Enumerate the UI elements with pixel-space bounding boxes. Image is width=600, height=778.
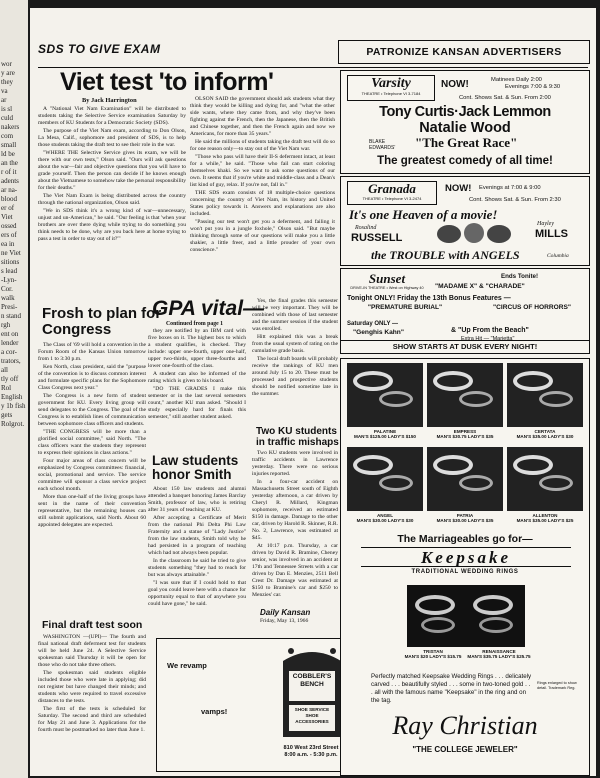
paragraph: Hitt explained this was a break from the usual system of rating on the cumulative grade basis. — [252, 334, 338, 354]
section-header-left: SDS TO GIVE EXAM — [38, 42, 161, 56]
strip-fragment: Rolgrot. — [1, 420, 25, 428]
strip-fragment: a cor- — [1, 348, 17, 356]
mishaps-headline: Two KU students in traffic mishaps — [256, 426, 339, 448]
granada-now: NOW! — [445, 183, 472, 194]
cobbler-address: 810 West 23rd Street 8:00 a.m. - 5:30 p.m. — [283, 745, 339, 758]
strip-fragment: ne Viet — [1, 249, 21, 257]
sunset-saturday: Saturday ONLY — — [347, 321, 399, 327]
gpa-column-2 — [252, 298, 338, 422]
strip-fragment: English — [1, 393, 23, 401]
ring-caption: ALLENTON MAN'S $35.00 LADY'S $25 — [516, 513, 574, 524]
keepsake-note: Rings enlarged to show detail. Trademark Reg. — [537, 681, 577, 690]
paragraph: The Viet Nam Exam is being distributed across the country through the national organization, Olson said. — [38, 193, 186, 206]
gpa-column-1 — [148, 328, 246, 450]
strip-fragment: small — [1, 141, 17, 149]
granada-theatre-ad — [340, 176, 590, 266]
paragraph: A student can also be informed of the rating which is given to his board. — [148, 371, 246, 384]
paragraph: THE SDS exam consists of 18 multiple-choice questions concerning the country of Viet Nam, its history and United States policy towards it. Answers and explanations are also included. — [190, 190, 335, 217]
varsity-theatre-ad — [340, 70, 590, 174]
granada-continuous: Cont. Shows Sat. & Sun. From 2:30 — [469, 197, 561, 203]
strip-fragment: y are — [1, 69, 15, 77]
paragraph: Yes, the final grades this semester will be very important. They will be combined with those of last semester and the summer session if the student was enrolled. — [252, 298, 338, 332]
final-headline: Final draft test soon — [42, 619, 143, 631]
strip-fragment: Cor. — [1, 285, 13, 293]
strip-fragment: n stand — [1, 312, 22, 320]
frosh-column — [38, 342, 146, 614]
strip-fragment: adents — [1, 177, 19, 185]
paragraph: He said the millions of students taking the draft test will do so for one reason only—to stay out of the Viet Nam war. — [190, 139, 335, 152]
strip-fragment: ar na- — [1, 186, 18, 194]
viet-column-1 — [38, 106, 186, 294]
strip-fragment: s lead — [1, 267, 18, 275]
paragraph: Ken North, class president, said the "purpose of the convention is to discuss common interest and formulate specific plans for the Sophomore Class Congress next year." — [38, 364, 146, 391]
granada-actor-1-first: Rosalind — [355, 225, 377, 231]
cobbler-services: SHOE SERVICE SHOE ACCESSORIES — [294, 707, 330, 724]
paragraph: "Passing our test won't get you a deferment, and failing it won't put you in a jungle foxhole," Olson said. "But maybe thinking through some of our questions will make you a little shakier, a little freer, and a little prouder of your own conscience." — [190, 219, 335, 253]
granada-angels-art — [429, 221, 519, 247]
cobbler-vamps: vamps! — [201, 707, 228, 716]
paragraph: Four major areas of class concern will be emphasized by Congress committees: financial, social, promotional and service. The service committee will sponsor a class service project each school month. — [38, 458, 146, 492]
keepsake-rings-ad — [340, 358, 590, 776]
keepsake-brand: Keepsake — [361, 547, 571, 567]
sunset-drive-in-ad — [340, 268, 590, 354]
granada-actor-2-last: MILLS — [535, 228, 568, 240]
paragraph: The spokesman said students eligible included those who were late in applying; did not register but have changed their minds; and students who were required to travel excessive distances to the tests. — [38, 670, 146, 704]
bottom-rings-photo — [407, 585, 525, 647]
strip-fragment: Rol — [1, 384, 12, 392]
strip-fragment: ossed — [1, 222, 17, 230]
paragraph: they are notified by an IBM card with five boxes on it. The highest box to which a student qualifies, is checked. They include: upper one-fourth, upper one-half, upper two-thirds, upper three-fourths and lower one-fourth of the class. — [148, 328, 246, 369]
strip-fragment: all — [1, 366, 8, 374]
ring-renaissance: RENAISSANCE MAN'S $35.75 LADY'S $25.75 — [467, 649, 531, 660]
ring-caption: PATRIA MAN'S $30.00 LADY'S $35 — [436, 513, 494, 524]
sunset-feature-3: "Genghis Kahn" — [353, 329, 404, 336]
strip-fragment: ar — [1, 96, 7, 104]
store-subtitle: "THE COLLEGE JEWELER" — [412, 745, 518, 754]
strip-fragment: walk — [1, 294, 15, 302]
keepsake-tagline: The Marriageables go for— — [397, 533, 533, 545]
varsity-continuous: Cont. Shows Sat. & Sun. From 2:00 — [459, 95, 551, 101]
paragraph: The Class of '69 will hold a convention in the Forum Room of the Kansas Union tomorrow from 1 to 3:30 p.m. — [38, 342, 146, 362]
gpa-continued: Continued from page 1 — [166, 321, 224, 327]
cobbler-shop-sign — [277, 641, 347, 741]
sunset-logo: Sunset DRIVE-IN THEATRE • West on Highway 40 — [350, 271, 424, 290]
strip-fragment: ea in — [1, 240, 15, 248]
sunset-ends: Ends Tonite! — [501, 273, 539, 280]
ring-photo — [507, 363, 583, 427]
viet-column-2 — [190, 96, 335, 294]
law-column — [148, 486, 246, 636]
paragraph: "WHERE THE Selective Service gives its exam, we will be there with our own tests," Olson said. "Ours will ask questions about the war—fair and objective questions that you will have to grade yourself. Then the person can decide if he knows enough about the Vietnamese to somehow take the personal responsibility for their deaths." — [38, 150, 186, 191]
strip-fragment: y 1b fish — [1, 402, 26, 410]
newspaper-page — [30, 8, 596, 776]
paragraph: In a four-car accident on Massachusetts Street south of Eighth yesterday afternoon, a car driven by Cheryl R. Millard, Kingman sophomore, received an estimated $150 in damage. Damage to the other car, driven by Harold R. Skinner, R.R. No. 2, Lawrence, was estimated at $45. — [252, 479, 338, 541]
frosh-headline: Frosh to plan for Congress — [42, 305, 162, 338]
keepsake-body: Perfectly matched Keepsake Wedding Rings . . . delicately carved . . . beautifully styled . . . some in two-toned gold . . . all with the famous name "Keepsake" in the ring and on the tag. — [371, 673, 532, 704]
strip-fragment: Presi- — [1, 303, 18, 311]
strip-fragment: ent on — [1, 330, 19, 338]
cobbler-name: COBBLER'S BENCH — [292, 673, 332, 688]
sunset-footer: SHOW STARTS AT DUSK EVERY NIGHT! — [341, 340, 589, 353]
paragraph: "DO THE GRADES I make this semester or in the last several semesters count," another KU man asked. "Should I study especially hard for finals this semester," still another student asked. — [148, 386, 246, 420]
paragraph: The purpose of the Viet Nam exam, according to Don Olson, La Mesa, Calif., sophomore and president of SDS, is to help those students taking the draft test to see their role in the war. — [38, 128, 186, 148]
paragraph: At 10:17 p.m. Thursday, a car driven by David R. Bramine, Cheney senior, was involved in an accident at 17th and Tennessee Streets with a car driven by Dan E. Menzies, 2511 Bell Crest Dr. Damage was estimated at $150 to Bramine's car and $250 to Menzies' car. — [252, 543, 338, 598]
granada-actor-2-first: Hayley — [537, 221, 554, 227]
keepsake-brand-sub: TRADITIONAL WEDDING RINGS — [411, 569, 519, 575]
strip-fragment: va — [1, 87, 8, 95]
varsity-stars-1: Tony Curtis·Jack Lemmon — [379, 104, 551, 120]
viet-headline: Viet test 'to inform' — [60, 68, 274, 96]
paragraph: In the classroom he said he tried to give students something "they had to reach for but was always attainable." — [148, 558, 246, 578]
paragraph: OLSON SAID the government should ask students what they think they would be killing and dying for, and "what the other side wants, where they came from, and why they've been fighting against the French, then the Japanese, then the British and Chinese together, and then the French again and now we Americans, for more than 35 years." — [190, 96, 335, 137]
varsity-film: "The Great Race" — [415, 135, 518, 150]
strip-fragment: an the — [1, 159, 18, 167]
ring-photo — [347, 447, 423, 511]
strip-fragment: lender — [1, 339, 19, 347]
sunset-feature-2: "CIRCUS OF HORRORS" — [492, 304, 572, 311]
ring-tristan: TRISTAN MAN'S $20 LADY'S $15.75 — [404, 649, 462, 660]
paragraph: "We in SDS think it's a wrong kind of war—unnecessary, unjust and un-American," he said. "Our feeling is that 'when your brothers are over there dying while trying to do something you think needs to be done, why are you back here at home trying to pass a test in order to stay out of it?'" — [38, 208, 186, 242]
granada-times: Evenings at 7:00 & 9:00 — [479, 185, 541, 191]
strip-fragment: nakers — [1, 123, 20, 131]
granada-title-2: the TROUBLE with ANGELS — [371, 248, 520, 262]
paragraph: A "National Viet Nam Examination" will be distributed to students taking the Selective Service examination Saturday by members of KU Students for a Democratic Society (SDS). — [38, 106, 186, 126]
section-header-right: PATRONIZE KANSAN ADVERTISERS — [338, 40, 590, 64]
ring-caption: PALATINE MAN'S $125.00 LADY'S $150 — [354, 429, 416, 440]
folio-paper: Daily Kansan — [260, 608, 311, 617]
sunset-current: "MADAME X" & "CHARADE" — [435, 283, 525, 290]
strip-fragment: blood — [1, 195, 17, 203]
varsity-credit: BLAKE EDWARDS' — [369, 139, 396, 151]
strip-fragment: ld be — [1, 150, 15, 158]
varsity-tagline: The greatest comedy of all time! — [377, 155, 553, 167]
ring-caption: CERTATA MAN'S $35.00 LADY'S $30 — [516, 429, 574, 440]
paragraph: "Those who pass will have their II-S deferment intact, at least for a while," he said. "Those who fail can start coloring themselves khaki. So we want to ask some questions of our own. It seems that if you're white and middle-class and a Dean's list kind of guy, relax. If you're not, fall in." — [190, 154, 335, 188]
strip-fragment: -Lyn- — [1, 276, 17, 284]
strip-fragment: tly off — [1, 375, 19, 383]
law-headline: Law students honor Smith — [152, 453, 239, 482]
strip-fragment: wor — [1, 60, 12, 68]
final-column — [38, 634, 146, 772]
paragraph: WASHINGTON —(UPI)— The fourth and final national draft deferment test for students will be held June 24. A Selective Service spokesman said Thursday it will be open for those who do not take three others. — [38, 634, 146, 668]
strip-fragment: Viet — [1, 213, 13, 221]
ring-photo — [507, 447, 583, 511]
paragraph: "I was sure that if I could hold to that goal you could leave here with a chance for opportunity equal to that of anywhere you could have gone," he said. — [148, 580, 246, 607]
paragraph: "THE CONGRESS will be more than a glorified social committee," said North. "The class officers want the students they represent to express their opinions in class actions." — [38, 429, 146, 456]
paragraph: The local draft boards will probably receive the rankings of KU men around July 15 to 20. These must be processed and prospective students should be notified sometime late in the summer. — [252, 356, 338, 397]
store-name: Ray Christian — [392, 711, 538, 740]
strip-fragment: is sl — [1, 105, 13, 113]
granada-studio: Columbia — [547, 253, 569, 259]
ring-photo — [347, 363, 423, 427]
ring-caption: ANGEL MAN'S $30.00 LADY'S $30 — [356, 513, 414, 524]
cobbler-revamp: We revamp — [167, 661, 207, 670]
sunset-tonight: Tonight ONLY! Friday the 13th Bonus Features — — [347, 295, 511, 302]
strip-fragment: r of it — [1, 168, 17, 176]
folio-date: Friday, May 13, 1966 — [260, 618, 309, 624]
varsity-logo: Varsity THEATRE • Telephone VI 3-7184 — [347, 75, 435, 101]
strip-fragment: culd — [1, 114, 14, 122]
ring-caption: EMPRESS MAN'S $30.75 LADY'S $35 — [436, 429, 494, 440]
strip-fragment: com — [1, 132, 14, 140]
gpa-headline: GPA vital— — [152, 297, 265, 320]
strip-fragment: gets — [1, 411, 13, 419]
ring-photo — [427, 363, 503, 427]
adjacent-page-strip — [0, 0, 28, 778]
paragraph: About 150 law students and alumni attended a banquet honoring James Barclay Smith, professor of law, who is retiring after 31 years of teaching at KU. — [148, 486, 246, 513]
paragraph: The first of the tests is scheduled for Saturday. The second and third are scheduled for May 21 and June 3. Applications for the fourth must be postmarked no later than June 1. — [38, 706, 146, 733]
varsity-stars-2: Natalie Wood — [419, 120, 511, 136]
cobblers-bench-ad — [156, 638, 354, 772]
ring-photo — [427, 447, 503, 511]
paragraph: After accepting a Certificate of Merit from the national Phi Delta Phi Law Fraternity and a statue of "Lady Justice" from the law students, Smith told why he had persisted in a program of teaching which had not always been popular. — [148, 515, 246, 556]
strip-fragment: er of — [1, 204, 15, 212]
strip-fragment: they — [1, 78, 14, 86]
paragraph: Two KU students were involved in traffic accidents in Lawrence yesterday. There were no serious injuries reported. — [252, 450, 338, 477]
sunset-feature-4: & "Up From the Beach" — [451, 327, 529, 334]
strip-fragment: ers of — [1, 231, 17, 239]
granada-title-1: It's one Heaven of a movie! — [349, 207, 498, 222]
viet-byline: By Jack Harrington — [82, 97, 137, 104]
granada-actor-1-last: RUSSELL — [351, 232, 403, 244]
granada-logo: Granada THEATRE • Telephone VI 3-2474 — [347, 181, 437, 205]
varsity-now: NOW! — [441, 79, 469, 90]
varsity-times: Matinees Daily 2:00 Evenings 7:00 & 9:30 — [491, 77, 561, 90]
strip-fragment: sitions — [1, 258, 20, 266]
paragraph: More than one-half of the living groups have sent in the name of their convention representative, but the remaining houses can still submit applications, said North. About 60 appointed delegates are expected. — [38, 494, 146, 528]
strip-fragment: trators, — [1, 357, 21, 365]
strip-fragment: rgh — [1, 321, 11, 329]
sunset-feature-1: "PREMATURE BURIAL" — [367, 304, 443, 311]
paragraph: The Congress is a new form of student government for KU. Every living group will send delegates to the Congress. The goal of the Congress is to establish lines of communication between sophomore class officers and students. — [38, 393, 146, 427]
sunset-extra: Extra Hit — "Marietta" — [461, 336, 515, 342]
